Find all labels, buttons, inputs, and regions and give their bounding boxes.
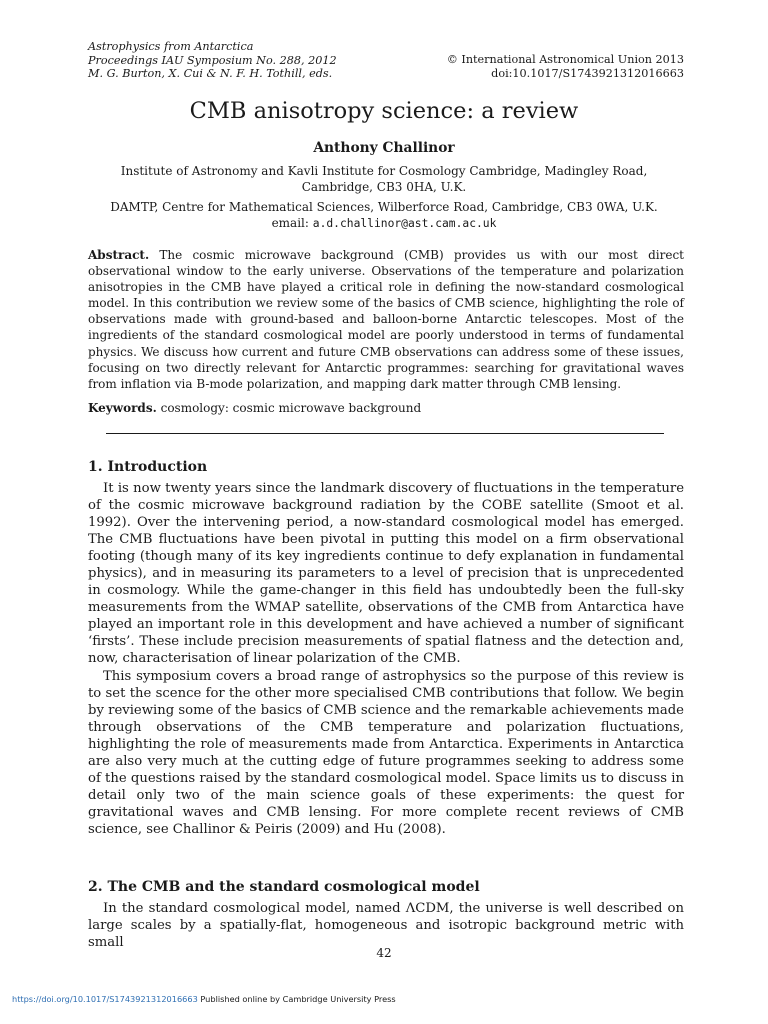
section2-paragraph-1: In the standard cosmological model, named ΛCDM, the universe is well described on large scales by a spatially-flat, homogeneous and isotropic background metric with small	[88, 901, 684, 951]
footer-published-note: Published online by Cambridge University Press	[200, 994, 396, 1004]
abstract-text: The cosmic microwave background (CMB) provides us with our most direct observational window to the early universe. Observations of the temperature and polarization anisotropies in the CMB have played a critical role in defining the now-standard cosmological model. In this contribution we review some of the basics of CMB science, highlighting the role of observations made with ground-based and balloon-borne Antarctic telescopes. Most of the ingredients of the standard cosmological model are poorly understood in terms of fundamental physics. We discuss how current and future CMB observations can address some of these issues, focusing on two directly relevant for Antarctic programmes: searching for gravitational waves from inflation via B-mode polarization, and mapping dark matter through CMB lensing.	[88, 248, 684, 391]
affiliation-line-2: Cambridge, CB3 0HA, U.K.	[301, 180, 467, 194]
introduction-paragraph-1: It is now twenty years since the landmark discovery of fluctuations in the temperature of the cosmic microwave background radiation by the COBE satellite (Smoot et al. 1992). Over the intervening period, a now-standard cosmological model has emerged. The CMB fluctuations have been pivotal in putting this model on a firm observational footing (though many of its key ingredients continue to defy explanation in fundamental physics), and in measuring its parameters to a level of precision that is unprecedented in cosmology. While the game-changer in this field has undoubtedly been the full-sky measurements from the WMAP satellite, observations of the CMB from Antarctica have played an important role in this development and have achieved a number of significant ‘firsts’. These include precision measurements of spatial flatness and the detection and, now, characterisation of linear polarization of the CMB.	[88, 481, 684, 667]
editors-line: M. G. Burton, X. Cui & N. F. H. Tothill, eds.	[88, 67, 333, 80]
section2-body	[88, 900, 684, 951]
page-number: 42	[376, 946, 392, 960]
header-copyright	[447, 53, 684, 80]
footer	[12, 994, 396, 1004]
introduction-paragraph-2: This symposium covers a broad range of astrophysics so the purpose of this review is to set the scence for the other more specialised CMB contributions that follow. We begin by reviewing some of the basics of CMB science and the remarkable achievements made through observations of the CMB temperature and polarization fluctuations, highlighting the role of measurements made from Antarctica. Experiments in Antarctica are also very much at the cutting edge of future programmes seeking to address some of the questions raised by the standard cosmological model. Space limits us to discuss in detail only two of the main science goals of these experiments: the quest for gravitational waves and CMB lensing. For more complete recent reviews of CMB science, see Challinor & Peiris (2009) and Hu (2008).	[88, 668, 684, 837]
keywords	[88, 400, 421, 416]
section-heading-introduction: 1. Introduction	[88, 459, 208, 475]
section-heading-cmb-model: 2. The CMB and the standard cosmological model	[88, 879, 480, 895]
footer-doi-link[interactable]: https://doi.org/10.1017/S1743921312016663	[12, 994, 198, 1004]
keywords-label: Keywords.	[88, 401, 157, 415]
copyright-line: © International Astronomical Union 2013	[446, 53, 684, 66]
journal-name: Astrophysics from Antarctica	[88, 40, 254, 53]
email-label: email:	[271, 216, 309, 230]
email-address[interactable]: a.d.challinor@ast.cam.ac.uk	[312, 217, 497, 230]
introduction-body	[88, 480, 684, 838]
proceedings-line: Proceedings IAU Symposium No. 288, 2012	[88, 53, 337, 67]
affiliation-line-3: DAMTP, Centre for Mathematical Sciences, Wilberforce Road, Cambridge, CB3 0WA, U.K.	[110, 200, 658, 214]
abstract-label: Abstract.	[88, 248, 150, 262]
paper-title: CMB anisotropy science: a review	[189, 98, 579, 124]
section-divider	[106, 433, 664, 434]
abstract	[88, 247, 684, 392]
email-line	[60, 215, 708, 232]
header-doi: doi:10.1017/S1743921312016663	[491, 66, 684, 80]
keywords-text: cosmology: cosmic microwave background	[160, 401, 422, 415]
header-citation	[88, 40, 337, 81]
affiliation-block	[60, 163, 708, 232]
author-name: Anthony Challinor	[313, 140, 455, 156]
affiliation-line-1: Institute of Astronomy and Kavli Institute for Cosmology Cambridge, Madingley Road,	[120, 164, 648, 178]
